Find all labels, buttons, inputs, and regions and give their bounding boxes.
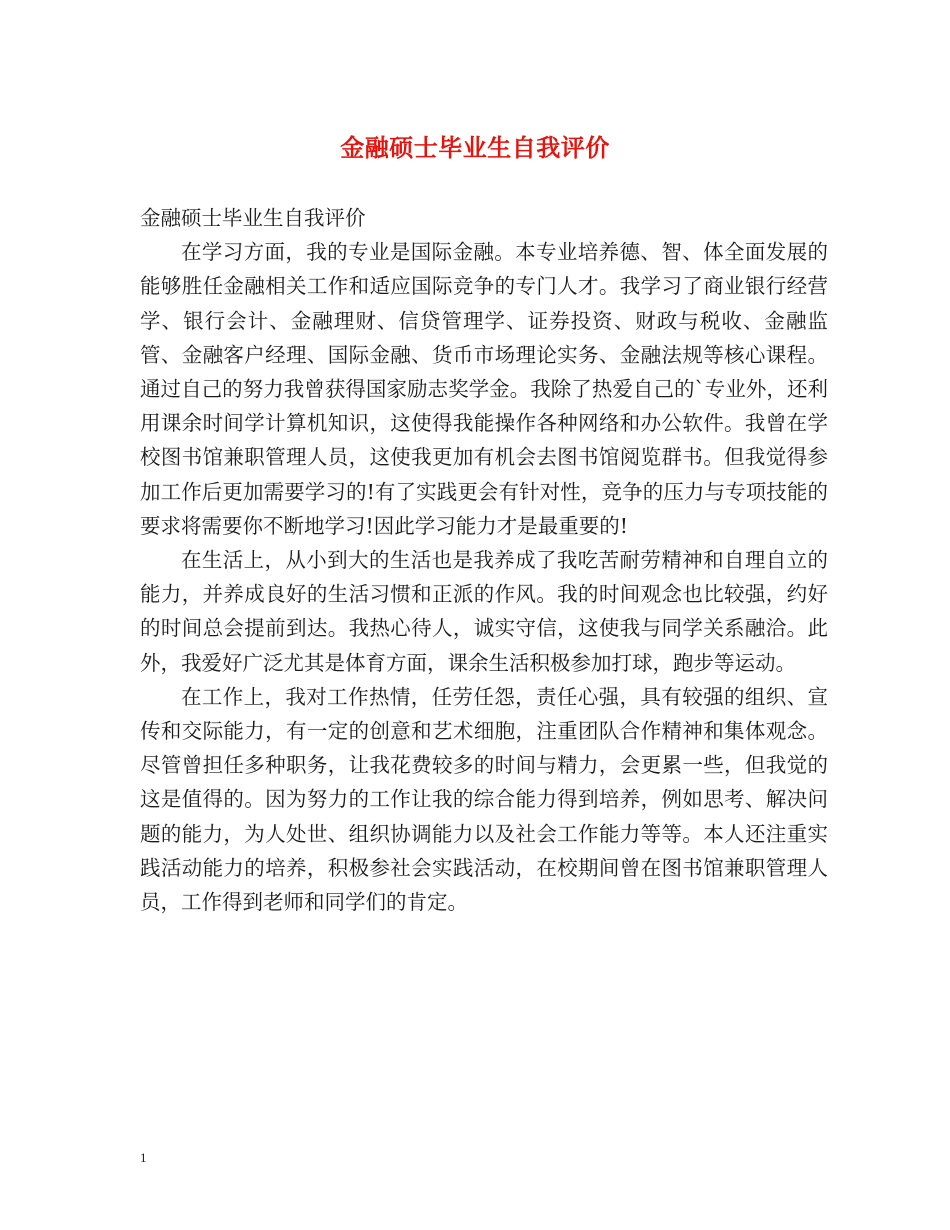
document-subtitle: 金融硕士毕业生自我评价: [140, 206, 366, 230]
paragraph-life: 在生活上，从小到大的生活也是我养成了我吃苦耐劳精神和自理自立的能力，并养成良好的生活习惯和正派的作风。我的时间观念也比较强，约好的时间总会提前到达。我热心待人，诚实守信，这使我与同学关系融洽。此外，我爱好广泛尤其是体育方面，课余生活积极参加打球，跑步等运动。: [140, 548, 828, 675]
page-title: 金融硕士毕业生自我评价: [340, 133, 610, 162]
document-body: [140, 201, 828, 919]
page-number: 1: [140, 1150, 147, 1165]
paragraph-work: 在工作上，我对工作热情，任劳任怨，责任心强，具有较强的组织、宣传和交际能力，有一定的创意和艺术细胞，注重团队合作精神和集体观念。尽管曾担任多种职务，让我花费较多的时间与精力，会更累一些，但我觉的这是值得的。因为努力的工作让我的综合能力得到培养，例如思考、解决问题的能力，为人处世、组织协调能力以及社会工作能力等等。本人还注重实践活动能力的培养，积极参社会实践活动，在校期间曾在图书馆兼职管理人员，工作得到老师和同学们的肯定。: [140, 684, 828, 915]
paragraph-study: 在学习方面，我的专业是国际金融。本专业培养德、智、体全面发展的能够胜任金融相关工作和适应国际竞争的专门人才。我学习了商业银行经营学、银行会计、金融理财、信贷管理学、证券投资、财政与税收、金融监管、金融客户经理、国际金融、货币市场理论实务、金融法规等核心课程。通过自己的努力我曾获得国家励志奖学金。我除了热爱自己的`专业外，还利用课余时间学计算机知识，这使得我能操作各种网络和办公软件。我曾在学校图书馆兼职管理人员，这使我更加有机会去图书馆阅览群书。但我觉得参加工作后更加需要学习的!有了实践更会有针对性，竞争的压力与专项技能的要求将需要你不断地学习!因此学习能力才是最重要的!: [140, 240, 828, 538]
